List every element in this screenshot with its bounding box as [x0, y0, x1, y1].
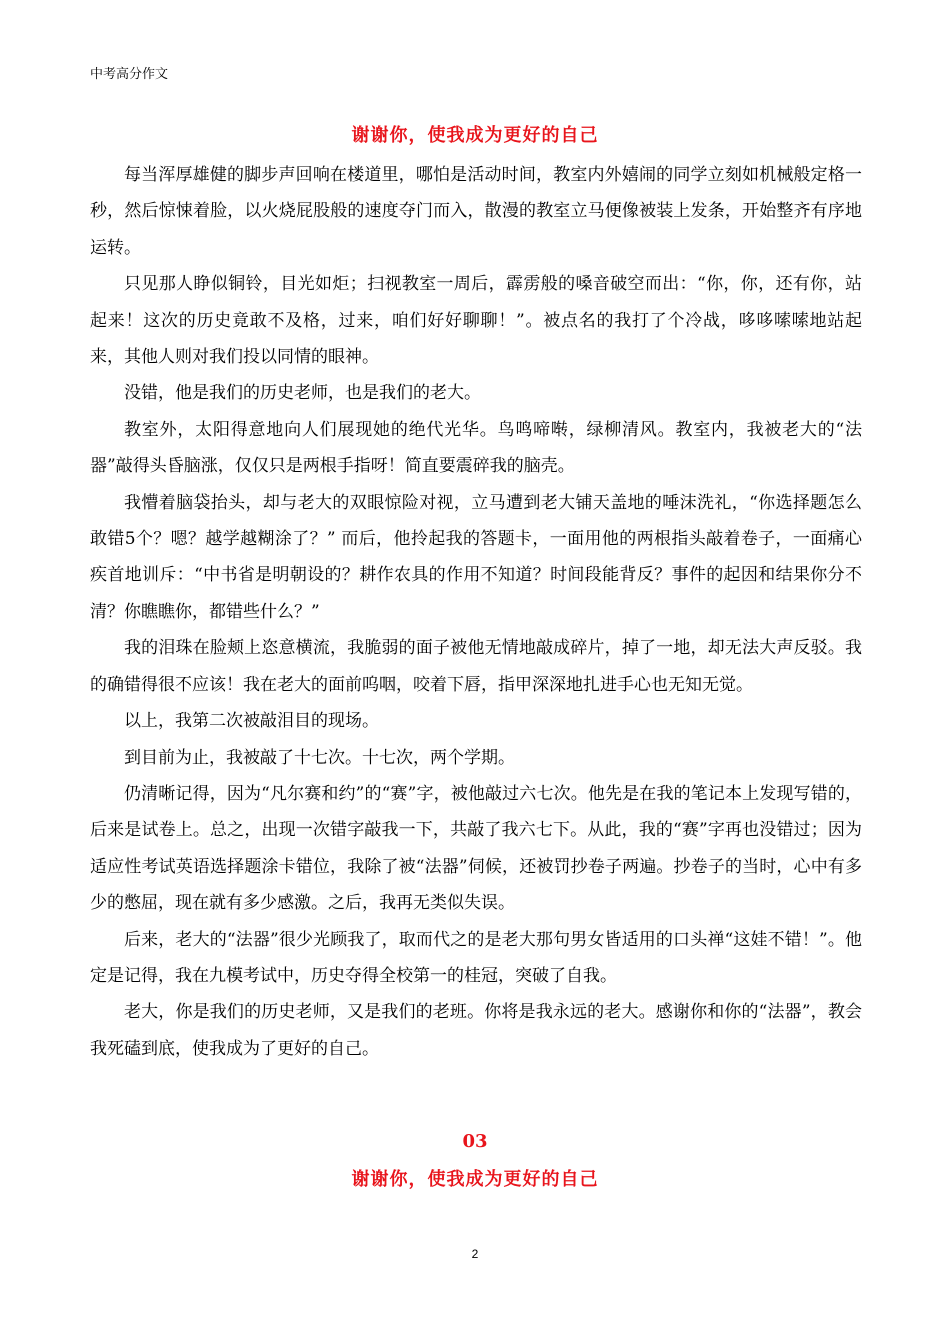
paragraph-8: 到目前为止，我被敲了十七次。十七次，两个学期。	[124, 747, 515, 768]
paragraph-5: 我懵着脑袋抬头，却与老大的双眼惊险对视，立马遭到老大铺天盖地的唾沫洗礼，“你选择题怎么敢错5个？嗯？越学越糊涂了？” 而后，他拎起我的答题卡，一面用他的两根指头敲着卷子，一面痛心疾首地训斥：“中书省是明朝设的？耕作农具的作用不知道？时间段能背反？事件的起因和结果你分不清？你瞧瞧你，都错些什么？”	[90, 492, 862, 622]
paragraph-2: 只见那人睁似铜铃，目光如炬；扫视教室一周后，霹雳般的嗓音破空而出：“你，你，还有你，站起来！这次的历史竟敢不及格，过来，咱们好好聊聊！”。被点名的我打了个冷战，哆哆嗦嗦地站起来，其他人则对我们投以同情的眼神。	[90, 274, 862, 368]
paragraph-10: 后来，老大的“法器”很少光顾我了，取而代之的是老大那句男女皆适用的口头禅“这娃不错！”。他定是记得，我在九模考试中，历史夺得全校第一的桂冠，突破了自我。	[90, 929, 862, 986]
paragraph-4: 教室外，太阳得意地向人们展现她的绝代光华。鸟鸣啼啭，绿柳清风。教室内，我被老大的“法器”敲得头昏脑涨，仅仅只是两根手指呀！简直要震碎我的脑壳。	[90, 419, 862, 477]
paragraph-11: 老大，你是我们的历史老师，又是我们的老班。你将是我永远的老大。感谢你和你的“法器”，教会我死磕到底，使我成为了更好的自己。	[90, 1002, 862, 1059]
paragraph-7: 以上，我第二次被敲泪目的现场。	[124, 711, 379, 732]
paragraph-6: 我的泪珠在脸颊上恣意横流，我脆弱的面子被他无情地敲成碎片，掉了一地，却无法大声反驳。我的确错得很不应该！我在老大的面前呜咽，咬着下唇，指甲深深地扎进手心也无知无觉。	[90, 638, 862, 695]
essay-title: 谢谢你，使我成为更好的自己	[351, 125, 599, 146]
paragraph-3: 没错，他是我们的历史老师，也是我们的老大。	[124, 383, 481, 404]
page-number: 2	[471, 1247, 479, 1261]
paragraph-9: 仍清晰记得，因为“凡尔赛和约”的“赛”字，被他敲过六七次。他先是在我的笔记本上发现写错的，后来是试卷上。总之，出现一次错字敲我一下，共敲了我六七下。从此，我的“赛”字再也没错过；因为适应性考试英语选择题涂卡错位，我除了被“法器”伺候，还被罚抄卷子两遍。抄卷子的当时，心中有多少的憋屈，现在就有多少感激。之后，我再无类似失误。	[90, 783, 862, 914]
section-number: 03	[462, 1131, 488, 1152]
next-section-title: 谢谢你，使我成为更好的自己	[351, 1169, 599, 1190]
essay-body	[90, 157, 862, 1067]
paragraph-1: 每当浑厚雄健的脚步声回响在楼道里，哪怕是活动时间，教室内外嬉闹的同学立刻如机械般定格一秒，然后惊悚着脸，以火烧屁股般的速度夺门而入，散漫的教室立马便像被装上发条，开始整齐有序地运转。	[90, 165, 862, 258]
document-header-label: 中考高分作文	[90, 67, 169, 82]
